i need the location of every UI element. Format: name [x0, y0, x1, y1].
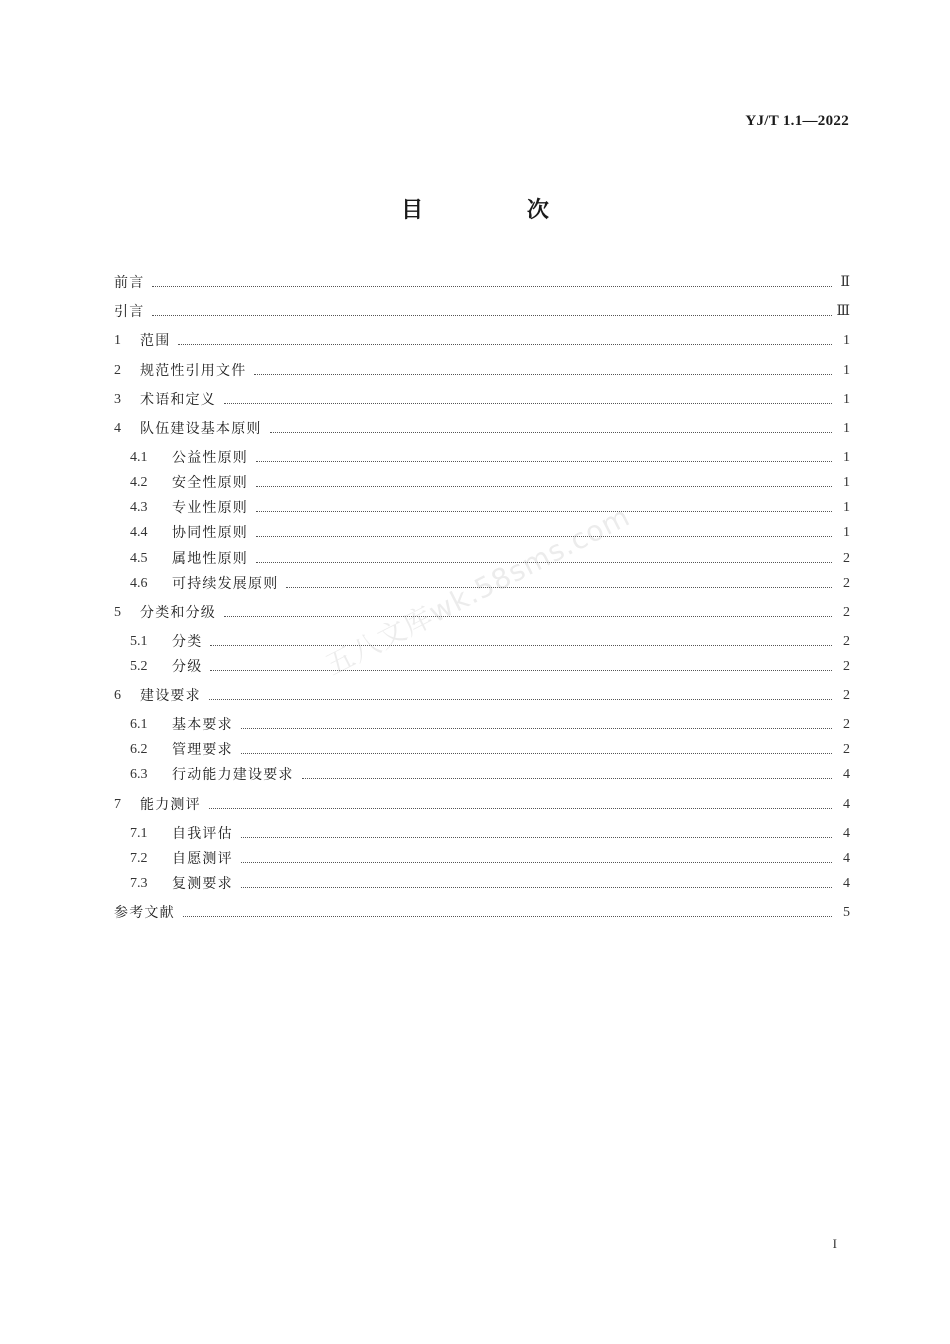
dot-leader	[239, 712, 836, 738]
watermark: 五八文库wk.58sms.com	[320, 499, 636, 682]
toc-entry-label: 规范性引用文件	[140, 363, 247, 379]
toc-entry-page: 5	[843, 905, 850, 920]
toc-entry-page: 1	[843, 333, 850, 348]
toc-entry-number: 7	[114, 797, 121, 812]
dot-leader	[239, 871, 836, 897]
toc-entry[interactable]	[114, 871, 850, 897]
toc-entry-number: 6.3	[130, 767, 148, 782]
dot-leader	[254, 470, 836, 496]
toc-entry-page: 2	[843, 576, 850, 591]
toc-entry-label: 可持续发展原则	[172, 576, 279, 592]
toc-entry-label: 基本要求	[172, 717, 233, 733]
toc-entry[interactable]	[114, 328, 850, 354]
toc-entry-page: 2	[843, 659, 850, 674]
dot-leader	[208, 629, 836, 655]
toc-entry-number: 5.2	[130, 659, 148, 674]
dot-leader	[239, 821, 836, 847]
toc-entry-label: 自我评估	[172, 826, 233, 842]
toc-entry-number: 4.2	[130, 475, 148, 490]
toc-entry[interactable]	[114, 358, 850, 384]
toc-entry-page: 2	[843, 634, 850, 649]
toc-entry-number: 6.1	[130, 717, 148, 732]
toc-entry[interactable]	[114, 571, 850, 597]
toc-entry[interactable]	[114, 520, 850, 546]
toc-entry-label: 建设要求	[140, 688, 201, 704]
toc-entry-page: 2	[843, 688, 850, 703]
toc-entry-page: Ⅲ	[836, 304, 850, 319]
toc-entry[interactable]	[114, 445, 850, 471]
dot-leader	[150, 270, 836, 296]
toc-entry-label: 参考文献	[114, 905, 175, 921]
toc-entry[interactable]	[114, 600, 850, 626]
toc-entry-page: 1	[843, 392, 850, 407]
toc-entry-page: 4	[843, 767, 850, 782]
toc-entry-page: 1	[843, 500, 850, 515]
toc-entry-page: 1	[843, 525, 850, 540]
page-title: 目 次	[401, 198, 597, 223]
dot-leader	[254, 495, 836, 521]
dot-leader	[208, 654, 836, 680]
toc-entry-label: 安全性原则	[172, 475, 248, 491]
toc-entry-number: 6.2	[130, 742, 148, 757]
toc-entry[interactable]	[114, 299, 850, 325]
dot-leader	[254, 520, 836, 546]
toc-entry-page: 2	[843, 742, 850, 757]
toc-entry-label: 专业性原则	[172, 500, 248, 516]
dot-leader	[254, 546, 836, 572]
toc-entry-page: 4	[843, 826, 850, 841]
toc-entry-label: 能力测评	[140, 797, 201, 813]
dot-leader	[239, 737, 836, 763]
dot-leader	[222, 387, 836, 413]
toc-entry-number: 4	[114, 421, 121, 436]
toc-entry-page: 2	[843, 551, 850, 566]
toc-entry-number: 7.3	[130, 876, 148, 891]
toc-entry-label: 复测要求	[172, 876, 233, 892]
toc-entry-page: 1	[843, 450, 850, 465]
toc-entry-page: 1	[843, 363, 850, 378]
toc-entry-number: 2	[114, 363, 121, 378]
dot-leader	[239, 846, 836, 872]
toc-entry[interactable]	[114, 495, 850, 521]
toc-entry[interactable]	[114, 470, 850, 496]
toc-entry-label: 管理要求	[172, 742, 233, 758]
toc-entry-label: 属地性原则	[172, 551, 248, 567]
toc-entry-page: 4	[843, 797, 850, 812]
toc-entry[interactable]	[114, 821, 850, 847]
toc-entry[interactable]	[114, 792, 850, 818]
dot-leader	[268, 416, 836, 442]
toc-entry[interactable]	[114, 270, 850, 296]
toc-entry-number: 1	[114, 333, 121, 348]
toc-entry[interactable]	[114, 737, 850, 763]
toc-entry[interactable]	[114, 712, 850, 738]
dot-leader	[207, 792, 836, 818]
dot-leader	[222, 600, 836, 626]
toc-entry-number: 5.1	[130, 634, 148, 649]
toc-entry-label: 范围	[140, 333, 171, 349]
toc-entry-number: 4.1	[130, 450, 148, 465]
toc-entry-number: 5	[114, 605, 121, 620]
toc-entry-label: 队伍建设基本原则	[140, 421, 262, 437]
toc-entry-label: 自愿测评	[172, 851, 233, 867]
toc-entry-page: 2	[843, 717, 850, 732]
toc-entry[interactable]	[114, 416, 850, 442]
dot-leader	[207, 683, 836, 709]
dot-leader	[252, 358, 836, 384]
toc-entry-page: Ⅱ	[840, 275, 850, 290]
toc-entry[interactable]	[114, 546, 850, 572]
page-number: I	[832, 1236, 837, 1251]
toc-entry-label: 分类和分级	[140, 605, 216, 621]
dot-leader	[176, 328, 836, 354]
dot-leader	[150, 299, 836, 325]
dot-leader	[300, 762, 836, 788]
toc-entry-page: 1	[843, 475, 850, 490]
toc-entry-label: 协同性原则	[172, 525, 248, 541]
toc-entry-number: 3	[114, 392, 121, 407]
toc-entry[interactable]	[114, 629, 850, 655]
toc-entry-page: 1	[843, 421, 850, 436]
toc-entry[interactable]	[114, 900, 850, 926]
toc-entry-number: 6	[114, 688, 121, 703]
dot-leader	[284, 571, 836, 597]
toc-entry-label: 行动能力建设要求	[172, 767, 294, 783]
toc-entry-number: 4.5	[130, 551, 148, 566]
toc-entry-label: 分类	[172, 634, 203, 650]
standard-code: YJ/T 1.1—2022	[745, 113, 849, 129]
toc-entry[interactable]	[114, 654, 850, 680]
toc-entry-label: 引言	[114, 304, 145, 320]
toc-entry-number: 7.1	[130, 826, 148, 841]
toc-entry[interactable]	[114, 387, 850, 413]
toc-entry-number: 4.4	[130, 525, 148, 540]
toc-entry-label: 前言	[114, 275, 145, 291]
toc-entry-page: 4	[843, 876, 850, 891]
toc-entry[interactable]	[114, 683, 850, 709]
toc-entry-number: 4.3	[130, 500, 148, 515]
dot-leader	[181, 900, 836, 926]
toc-entry-label: 术语和定义	[140, 392, 216, 408]
dot-leader	[254, 445, 836, 471]
toc-entry-number: 7.2	[130, 851, 148, 866]
toc-entry-page: 2	[843, 605, 850, 620]
toc-entry-label: 公益性原则	[172, 450, 248, 466]
toc-entry-number: 4.6	[130, 576, 148, 591]
toc-entry-page: 4	[843, 851, 850, 866]
toc-entry-label: 分级	[172, 659, 203, 675]
toc-entry[interactable]	[114, 762, 850, 788]
toc-entry[interactable]	[114, 846, 850, 872]
